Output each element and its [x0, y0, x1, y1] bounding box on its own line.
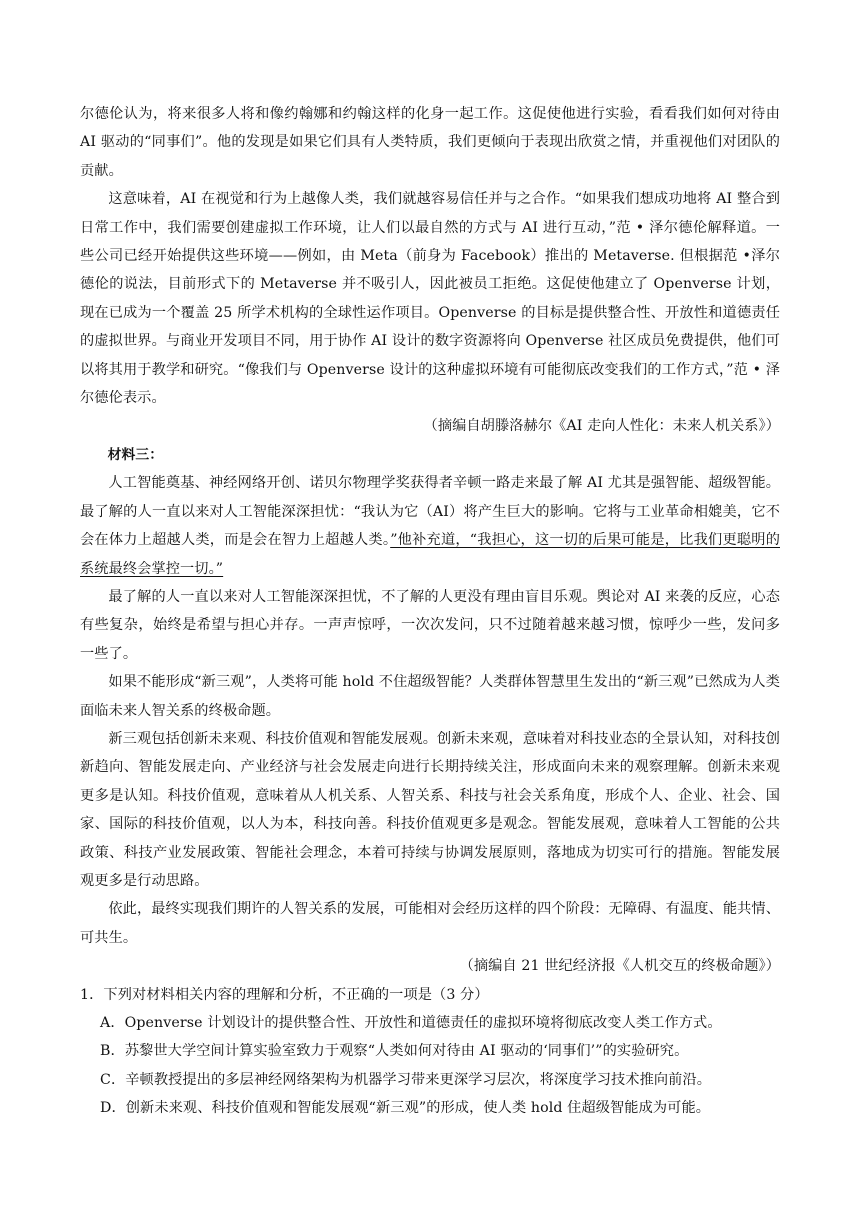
question-1-option-c: C．辛顿教授提出的多层神经网络架构为机器学习带来更深学习层次，将深度学习技术推向前沿。 — [100, 1071, 712, 1088]
material2-paragraph-1: 尔德伦认为，将来很多人将和像约翰娜和约翰这样的化身一起工作。这促使他进行实验，看看我们如何对待由 AI 驱动的“同事们”。他的发现是如果它们具有人类特质，我们更倾向于表现出欣赏之情，并重视他们对团队的贡献。 — [80, 106, 780, 179]
question-1-stem: 1．下列对材料相关内容的理解和分析，不正确的一项是（3 分） — [80, 986, 489, 1003]
question-1-option-a: A．Openverse 计划设计的提供整合性、开放性和道德责任的虚拟环境将彻底改变人类工作方式。 — [100, 1015, 722, 1031]
material3-heading: 材料三： — [107, 446, 164, 463]
underlined-quote: ”他补充道，“我担心，这一切的后果可能是，比我们更聪明的系统最终会掌控一切。” — [80, 532, 780, 577]
material3-paragraph-5: 依此，最终实现我们期许的人智关系的发展，可能相对会经历这样的四个阶段：无障碍、有温度、能共情、可共生。 — [80, 901, 780, 946]
question-1-option-b: B．苏黎世大学空间计算实验室致力于观察“人类如何对待由 AI 驱动的‘同事们’”的实验研究。 — [100, 1043, 689, 1060]
material2-paragraph-2: 这意味着，AI 在视觉和行为上越像人类，我们就越容易信任并与之合作。“如果我们想成功地将 AI 整合到日常工作中，我们需要创建虚拟工作环境，让人们以最自然的方式与 AI 进行互动，”范 • 泽尔德伦解释道。一些公司已经开始提供这些环境——例如，由 Meta（前身为 Facebook）推出的 Metaverse. 但根据范 •泽尔德伦的说法，目前形式下的 Metaverse 并不吸引人，因此被员工拒绝。这促使他建立了 Openverse 计划，现在已成为一个覆盖 25 所学术机构的全球性运作项目。Openverse 的目标是提供整合性、开放性和道德责任的虚拟世界。与商业开发项目不同，用于协作 AI 设计的数字资源将向 Openverse 社区成员免费提供，他们可以将其用于教学和研究。“像我们与 Openverse 设计的这种虚拟环境有可能彻底改变我们的工作方式，”范 • 泽尔德伦表示。 — [80, 191, 780, 407]
question-1-option-d: D．创新未来观、科技价值观和智能发展观“新三观”的形成，使人类 hold 住超级智能成为可能。 — [100, 1100, 711, 1117]
material3-paragraph-1-text: 人工智能奠基、神经网络开创、诺贝尔物理学奖获得者辛顿一路走来最了解 AI 尤其是强智能、超级智能。最了解的人一直以来对人工智能深深担忧：“我认为它（AI）将产生巨大的影响。它将与工业革命相媲美，它不会在体力上超越人类，而是会在智力上超越人类。 — [80, 475, 780, 549]
material3-paragraph-1 — [80, 469, 780, 583]
document-page — [80, 100, 780, 1123]
material3-source: （摘编自 21 世纪经济报《人机交互的终极命题》） — [459, 958, 780, 975]
material3-paragraph-4: 新三观包括创新未来观、科技价值观和智能发展观。创新未来观，意味着对科技业态的全景认知，对科技创新趋向、智能发展走向、产业经济与社会发展走向进行长期持续关注，形成面向未来的观察理解。创新未来观更多是认知。科技价值观，意味着从人机关系、人智关系、科技与社会关系角度，形成个人、企业、社会、国家、国际的科技价值观，以人为本，科技向善。科技价值观更多是观念。智能发展观，意味着人工智能的公共政策、科技产业发展政策、智能社会理念，本着可持续与协调发展原则，落地成为切实可行的措施。智能发展观更多是行动思路。 — [80, 730, 780, 889]
material3-paragraph-3: 如果不能形成“新三观”，人类将可能 hold 不住超级智能？人类群体智慧里生发出的“新三观”已然成为人类面临未来人智关系的终极命题。 — [80, 674, 780, 719]
material2-source: （摘编自胡滕洛赫尔《AI 走向人性化：未来人机关系》） — [423, 418, 780, 435]
material3-paragraph-2: 最了解的人一直以来对人工智能深深担忧，不了解的人更没有理由盲目乐观。舆论对 AI 来袭的反应，心态有些复杂，始终是希望与担心并存。一声声惊呼，一次次发问，只不过随着越来越习惯，惊呼少一些，发问多一些了。 — [80, 588, 780, 662]
